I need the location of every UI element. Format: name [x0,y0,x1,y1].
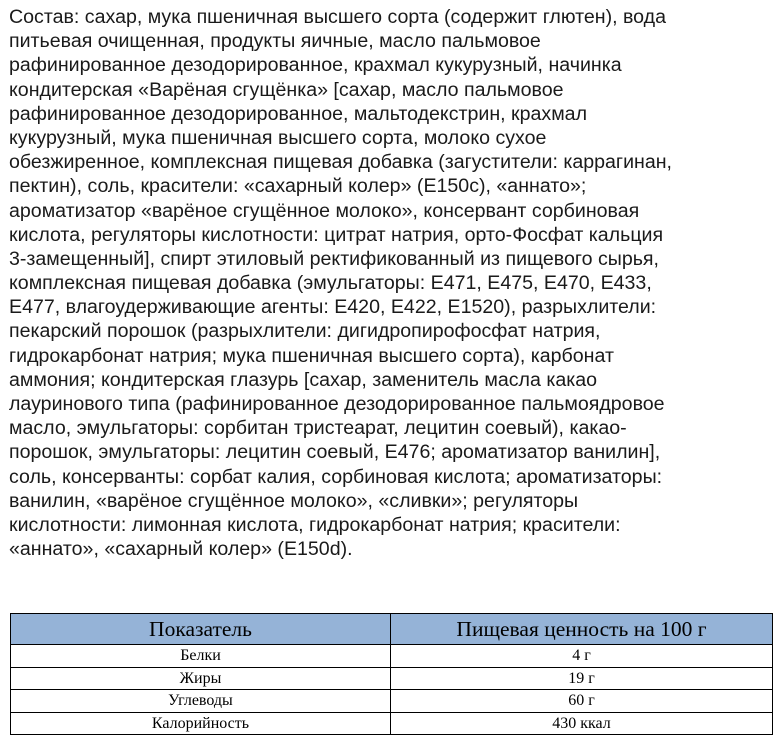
row-value-calories: 430 ккал [391,712,773,735]
composition-line: кислота, регуляторы кислотности: цитрат натрия, орто-Фосфат кальция [9,223,664,246]
composition-line: Е477, влагоудерживающие агенты: Е420, Е422, Е1520), разрыхлители: [9,296,657,319]
table-row [11,645,773,668]
composition-line: ароматизатор «варёное сгущённое молоко», консервант сорбиновая [9,199,640,222]
composition-line: Состав: сахар, мука пшеничная высшего сорта (содержит глютен), вода [9,6,666,28]
composition-line: масло, эмульгаторы: сорбитан тристеарат, лецитин соевый), какао- [9,417,627,440]
row-value-proteins: 4 г [391,645,773,668]
row-label-fats: Жиры [11,667,391,690]
composition-line: кондитерская «Варёная сгущёнка» [сахар, масло пальмовое [9,78,564,101]
composition-line: лауринового типа (рафинированное дезодорированное пальмоядровое [9,393,665,415]
composition-line: питьевая очищенная, продукты яичные, масло пальмовое [9,30,541,53]
composition-line: «аннато», «сахарный колер» (Е150d). [9,538,353,561]
table-row [11,690,773,713]
composition-line: кукурузный, мука пшеничная высшего сорта, молоко сухое [9,126,547,149]
composition-line: аммония; кондитерская глазурь [сахар, заменитель масла какао [9,368,598,391]
row-value-fats: 19 г [391,667,773,690]
composition-line: рафинированное дезодорированное, крахмал кукурузный, начинка [9,54,622,77]
composition-line: порошок, эмульгаторы: лецитин соевый, Е476; ароматизатор ванилин], [9,441,661,464]
composition-text [9,5,769,561]
row-label-calories: Калорийность [11,712,391,735]
composition-line: гидрокарбонат натрия; мука пшеничная высшего сорта), карбонат [9,344,614,367]
table-row [11,712,773,735]
composition-line: обезжиренное, комплексная пищевая добавка (загустители: каррагинан, [9,151,673,174]
table-header-row [11,614,773,645]
composition-line: ванилин, «варёное сгущённое молоко», «сливки»; регуляторы [9,489,579,512]
header-indicator: Показатель [11,614,391,645]
header-nutritional-value: Пищевая ценность на 100 г [391,614,773,645]
composition-line: кислотности: лимонная кислота, гидрокарбонат натрия; красители: [9,513,621,536]
nutrition-table [10,613,773,735]
table-row [11,667,773,690]
composition-line: комплексная пищевая добавка (эмульгаторы: Е471, Е475, Е470, Е433, [9,272,652,295]
composition-line: пектин), соль, красители: «сахарный колер» (Е150с), «аннато»; [9,175,587,198]
composition-line: рафинированное дезодорированное, мальтодекстрин, крахмал [9,102,587,125]
composition-line: соль, консерванты: сорбат калия, сорбиновая кислота; ароматизаторы: [9,465,663,488]
row-value-carbohydrates: 60 г [391,690,773,713]
row-label-carbohydrates: Углеводы [11,690,391,713]
composition-line: 3-замещенный], спирт этиловый ректификованный из пищевого сырья, [9,247,659,270]
row-label-proteins: Белки [11,645,391,668]
composition-line: пекарский порошок (разрыхлители: дигидропирофосфат натрия, [9,320,601,343]
